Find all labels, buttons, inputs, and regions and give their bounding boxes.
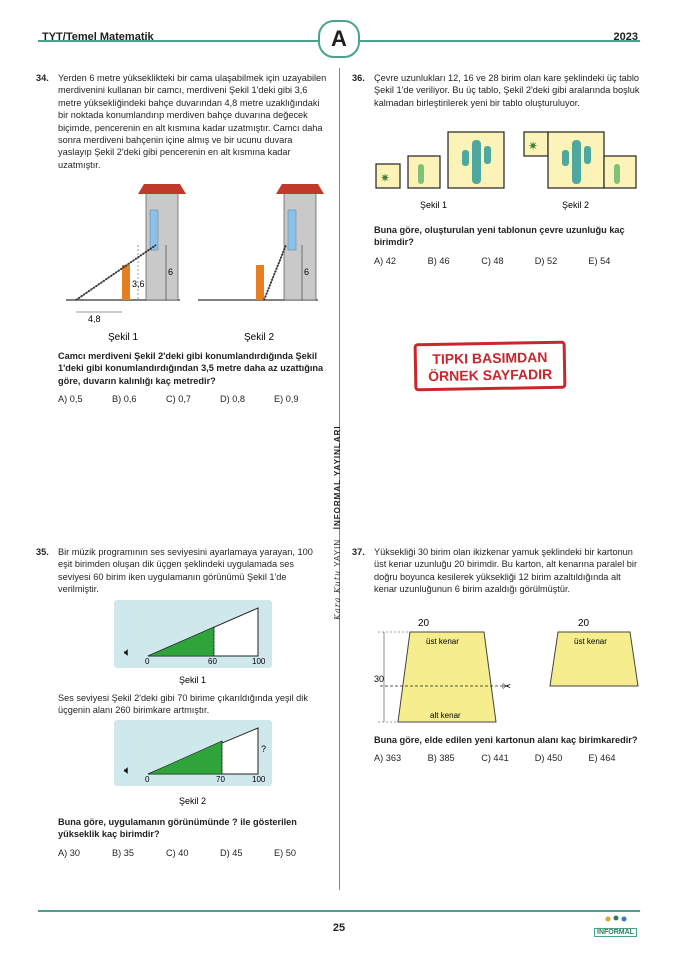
question-text: Yerden 6 metre yükseklikteki bir cama ulaşabilmek için uzayabilen merdivenini kullanan bir camcı, merdiveni Şekil 1'deki gibi 3,6 metre yüksekliğindeki bahçe duvarından 4,8 metre uzaklığındaki bir noktada konumlandırıp merdiven bahçe duvarına değecek biçimde, pencerenin en alt kısmına kadar uzatmıştır. Camcı daha sonra merdiveni bahçenin içine almış ve bir ucunu duvara yaslayıp Şekil 2'deki gibi pencerenin en alt kısmına kadar uzatmıştır. [58,73,327,170]
options [58,847,328,859]
label-h-window: 6 [168,267,174,277]
question-36-ask [374,224,642,267]
option-d[interactable]: D) 52 [534,255,558,266]
label-mark: 70 [216,775,225,784]
question-text: Çevre uzunlukları 12, 16 ve 28 birim olan kare şeklindeki üç tablo Şekil 1'de veriliyor. Bu üç tablo, Şekil 2'deki gibi aralarında boşluk kalmadan birleştirilerek yeni bir tablo oluşturuluyor. [374,73,640,108]
question-ask: Camcı merdiveni Şekil 2'deki gibi konumlandırdığında Şekil 1'deki gibi konumlandırdığından 3,5 metre daha az uzattığına göre, duvarın kalınlığı kaç metredir? [58,351,324,386]
speaker-icon: 🔈︎ [124,645,132,659]
label-top-1: 20 [418,618,430,629]
caption: Şekil 1 [420,200,448,210]
question-number: 36. [352,73,365,83]
q34-figure-2 [198,184,324,343]
spine-brand-script: Kara Kutu [333,569,342,620]
option-d[interactable]: D) 0,8 [220,394,246,405]
question-37-ask [374,734,642,765]
footer-rule [38,910,640,912]
speaker-icon: 🔈︎ [124,763,132,777]
option-c[interactable]: C) 40 [166,847,189,858]
scissors-icon: ✂ [502,681,512,693]
q36-figure-1 [376,132,504,210]
option-e[interactable]: E) 464 [588,753,616,764]
options [374,752,642,764]
option-a[interactable]: A) 42 [374,255,396,266]
question-number: 35. [36,547,49,557]
option-c[interactable]: C) 48 [481,255,504,266]
stamp-line-2: ÖRNEK SAYFADIR [428,365,553,385]
label-top-2: 20 [578,618,590,629]
spine-publisher: İNFORMAL YAYINLARI [333,425,342,530]
question-34-ask [58,350,328,406]
q34-figures [58,180,328,345]
caption: Şekil 1 [179,675,207,685]
page-number: 25 [332,922,346,934]
option-e[interactable]: E) 0,9 [274,394,299,405]
subject-title: TYT/Temel Matematik [42,31,154,43]
question-text: Yüksekliği 30 birim olan ikizkenar yamuk şeklindeki bir kartonun üst kenar uzunluğu 20 birimdir. Bu karton, alt kenarına paralel bir doğru boyunca kesilerek yüksekliği 12 birim azaltıldığında alt kenar uzunluğunun 6 birim azaldığı görülmüştür. [374,547,638,595]
label-mark: 60 [208,657,217,666]
option-b[interactable]: B) 46 [427,255,450,266]
caption-fig2: Şekil 2 [244,332,275,343]
year-label: 2023 [613,31,638,43]
q34-figure-1 [66,184,186,343]
plant-icon: ✷ [380,171,391,185]
question-34 [36,72,328,171]
caption: Şekil 2 [562,200,590,210]
option-e[interactable]: E) 54 [588,255,611,266]
label-max: 100 [252,657,266,666]
question-ask: Buna göre, uygulamanın görünümünde ? ile gösterilen yükseklik kaç birimdir? [58,817,297,840]
option-d[interactable]: D) 45 [220,847,243,858]
question-35-mid [58,692,328,717]
label-h-window-2: 6 [304,267,310,277]
question-37 [352,546,642,596]
label-zero: 0 [145,657,150,666]
spine-text [333,425,342,620]
plant-icon: ✷ [528,139,539,153]
publisher-logo-text: İNFORMAL [594,928,637,937]
label-height: 30 [374,674,385,684]
option-a[interactable]: A) 0,5 [58,394,83,405]
options [58,393,328,405]
question-36 [352,72,642,109]
q36-figure-2 [524,132,636,210]
option-c[interactable]: C) 0,7 [166,394,192,405]
booklet-badge: A [318,20,360,58]
q37-figure [374,614,642,726]
spine-brand-word: YAYIN [333,538,342,567]
option-e[interactable]: E) 50 [274,847,296,858]
question-ask: Buna göre, elde edilen yeni kartonun alanı kaç birimkaredir? [374,735,638,745]
label-question: ? [261,744,267,754]
q35-figure-1 [114,600,274,690]
label-top-edge: üst kenar [426,637,459,646]
q36-figures [374,128,642,218]
caption: Şekil 2 [179,796,207,806]
label-h-wall: 3,6 [132,279,145,289]
question-35-ask [58,816,328,859]
question-number: 37. [352,547,365,557]
label-bottom-edge: alt kenar [430,711,461,720]
question-text: Bir müzik programının ses seviyesini ayarlamaya yarayan, 100 eşit birimden oluşan dik üçgen şeklindeki uygulamada ses seviyesi 60 birim iken uygulamanın görünümü Şekil 1'de verilmiştir. [58,547,313,595]
q35-figure-2 [114,720,274,812]
label-top-edge-2: üst kenar [574,637,607,646]
question-mid-text: Ses seviyesi Şekil 2'deki gibi 70 birime çıkarıldığında yeşil dik üçgenin alanı 260 birimkare artmıştır. [58,693,308,716]
option-d[interactable]: D) 450 [534,753,563,764]
option-a[interactable]: A) 30 [58,847,80,858]
stamp-line-1: TIPKI BASIMDAN [432,348,548,368]
caption-fig1: Şekil 1 [108,332,139,343]
option-b[interactable]: B) 35 [112,847,134,858]
question-35 [36,546,328,596]
sample-stamp [414,341,567,392]
question-ask: Buna göre, oluşturulan yeni tablonun çevre uzunluğu kaç birimdir? [374,225,625,248]
label-dist: 4,8 [88,314,101,324]
question-number: 34. [36,73,49,83]
option-b[interactable]: B) 0,6 [112,394,137,405]
label-max: 100 [252,775,266,784]
option-b[interactable]: B) 385 [427,753,455,764]
option-a[interactable]: A) 363 [374,753,402,764]
options [374,255,642,267]
option-c[interactable]: C) 441 [481,753,509,764]
label-zero: 0 [145,775,150,784]
